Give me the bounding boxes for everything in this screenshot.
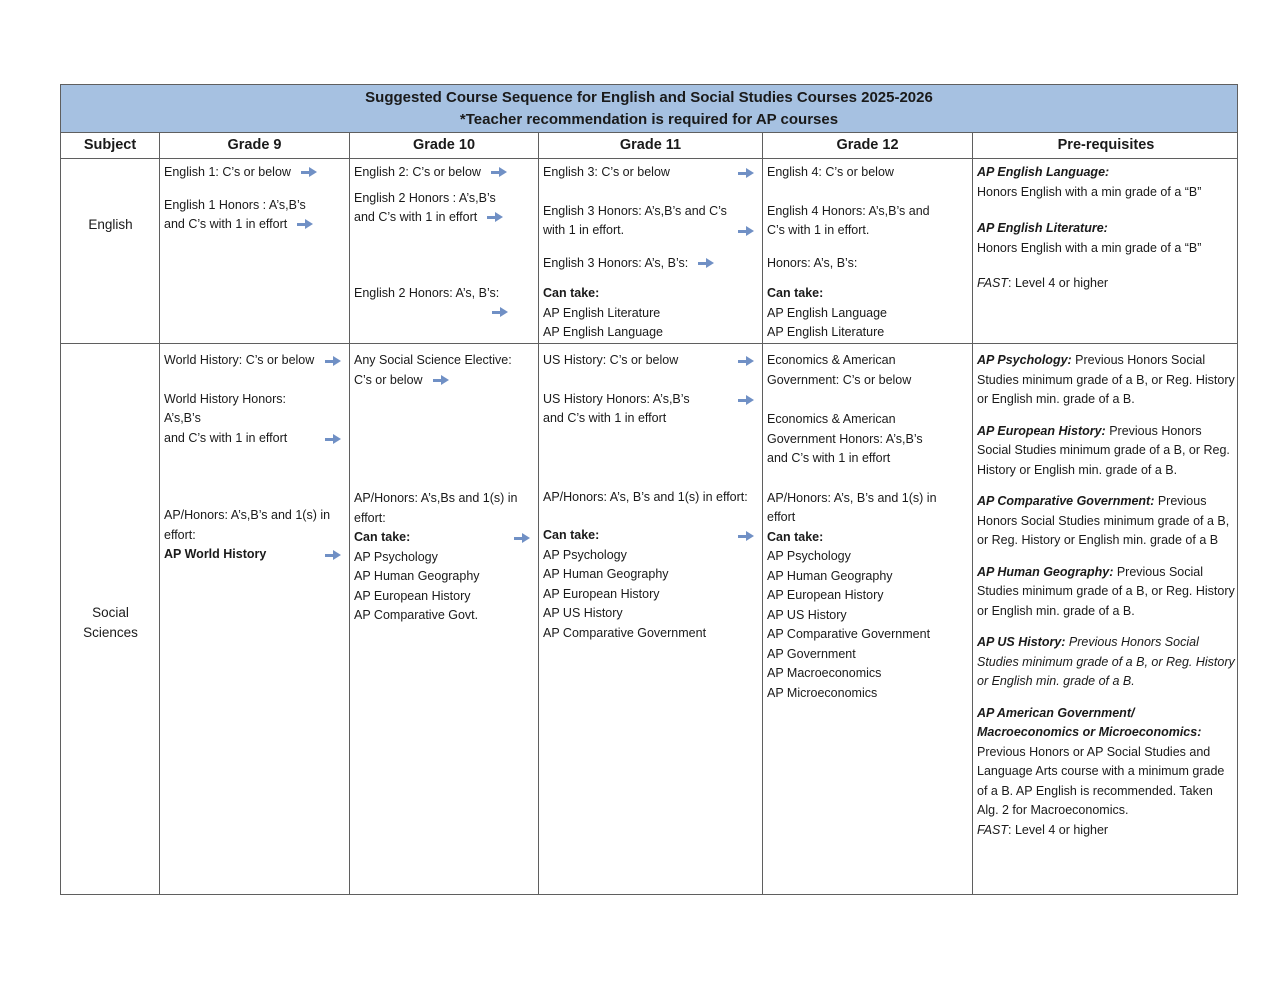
cell-english-prerequisites [972,159,1239,343]
cell-line [543,202,759,222]
cell-social-sciences-prerequisites [972,344,1239,894]
cell-line [767,645,969,665]
text-segment: Any Social Science Elective: [354,353,512,367]
header-grade-9: Grade 9 [159,133,349,158]
text-segment: AP Comparative Government: [977,494,1155,508]
text-segment: English 1 Honors : A’s,B’s [164,197,306,212]
text-segment: Previous Social Studies minimum grade of a B, or Reg. History or English min. grade of a B. [977,564,1235,618]
cell-line [767,684,969,704]
cell-line [767,284,969,304]
text-segment: English 3 Honors: A’s, B’s: [543,255,689,270]
text-segment: FAST [977,822,1009,837]
text-segment: English 2 Honors: A’s, B’s: [354,285,500,300]
flow-arrow-icon [738,395,755,406]
flow-arrow-icon [297,219,314,230]
text-segment: Can take: [767,529,824,544]
text-segment: English 4 Honors: A’s,B’s and [767,203,930,218]
text-segment: AP European History [767,588,884,602]
cell-line [354,189,535,209]
text-segment: Can take: [543,528,600,542]
cell-line [354,567,535,587]
text-segment: AP/Honors: A’s, B’s and 1(s) in [767,490,937,505]
cell-line [543,409,759,429]
text-segment: C’s with 1 in effort. [767,223,870,237]
cell-line [767,547,969,567]
cell-line [354,284,535,304]
cell-line [543,254,759,274]
text-segment: Previous Honors or AP Social Studies and Language Arts course with a minimum grade of a B. AP English is recommended. Taken Alg. 2 for Macroeconomics. [977,744,1225,817]
table-body [61,159,1237,894]
cell-line [767,221,969,241]
cell-line [354,587,535,607]
text-segment: English 3 Honors: A’s,B’s and C’s [543,203,727,218]
cell-social-sciences-grade11 [538,344,762,894]
flow-arrow-icon [433,375,450,386]
header-grade-10: Grade 10 [349,133,538,158]
cell-line [164,390,346,410]
cell-line [354,371,535,391]
text-segment: AP Comparative Government [767,627,931,641]
cell-line [354,528,535,548]
cell-social-sciences-grade9 [159,344,349,894]
cell-line [767,351,969,371]
text-segment: AP European History [354,588,471,603]
text-segment: AP Macroeconomics [767,666,882,680]
text-segment: AP English Language [543,325,664,339]
cell-line [543,390,759,410]
cell-english-grade12 [762,159,972,343]
cell-social-sciences-grade12 [762,344,972,894]
text-segment: AP European History: [977,423,1106,438]
text-segment: Previous Honors Social Studies minimum grade of a B, or Reg. History or English min. grade of a B. [977,635,1235,688]
cell-line [543,163,759,183]
text-segment: : Level 4 or higher [1008,822,1109,837]
cell-line [977,163,1236,183]
text-segment: FAST [977,276,1009,290]
cell-line [767,371,969,391]
cell-english-grade11 [538,159,762,343]
text-segment: English 2: C’s or below [354,165,481,179]
flow-arrow-icon [325,356,342,367]
text-segment: AP/Honors: A’s,B’s and 1(s) in effort: [164,508,331,542]
text-segment: AP Human Geography: [977,564,1114,579]
cell-line [164,215,346,235]
cell-line [354,489,535,528]
cell-line [977,219,1236,239]
cell-line [164,429,346,449]
flow-arrow-icon [738,356,755,367]
cell-line [977,563,1236,622]
flow-arrow-icon [487,212,504,223]
text-segment: A’s,B’s [164,411,201,425]
flow-arrow-icon [738,531,755,542]
flow-arrow-icon [514,533,531,544]
cell-english-grade9 [159,159,349,343]
cell-line [543,565,759,585]
text-segment: : Level 4 or higher [1008,276,1109,290]
header-prerequisites: Pre-requisites [972,133,1239,158]
cell-line [543,351,759,371]
text-segment: AP Human Geography [767,568,893,583]
text-segment: AP Psychology [543,547,627,562]
cell-line [354,303,535,318]
cell-line [164,351,346,371]
cell-line [164,545,346,565]
course-sequence-table [60,84,1238,895]
cell-line [543,604,759,624]
flow-arrow-icon [491,167,508,178]
text-segment: Previous Honors Social Studies minimum grade of a B, or Reg. History or English min. grade of a B [977,494,1230,547]
text-segment: with 1 in effort. [543,223,625,237]
table-banner [61,85,1237,133]
cell-line [767,202,969,222]
cell-line [977,422,1236,481]
text-segment: AP Microeconomics [767,685,878,700]
cell-line [767,449,969,469]
cell-english-grade10 [349,159,538,343]
cell-line [354,606,535,626]
text-segment: and C’s with 1 in effort [164,217,288,231]
text-segment: and C’s with 1 in effort [543,411,667,425]
text-segment: AP Human Geography [543,567,669,581]
cell-line [767,586,969,606]
cell-line [354,163,535,183]
cell-line [543,526,759,546]
text-segment: effort [767,510,796,524]
text-segment: US History: C’s or below [543,353,679,367]
header-grade-11: Grade 11 [538,133,762,158]
cell-line [977,492,1236,551]
text-segment: AP Psychology [354,549,438,564]
text-segment: Can take: [767,286,824,300]
table-row-social-sciences [61,343,1237,894]
cell-line [767,664,969,684]
cell-line [543,221,759,241]
text-segment: World History Honors: [164,391,287,406]
subject-cell-social-sciences: Social Sciences [83,604,138,640]
cell-line [543,304,759,324]
cell-line [164,409,346,429]
cell-line [977,351,1236,410]
cell-line [767,430,969,450]
cell-line [767,567,969,587]
cell-line [543,546,759,566]
cell-line [354,548,535,568]
text-segment: AP English Literature [767,325,885,339]
text-segment: AP English Literature: [977,221,1108,235]
text-segment: and C’s with 1 in effort [164,430,288,445]
text-segment: Can take: [543,286,600,300]
flow-arrow-icon [738,226,755,237]
text-segment: English 4: C’s or below [767,165,894,179]
text-segment: AP Psychology [767,549,851,563]
text-segment: and C’s with 1 in effort [767,451,891,465]
cell-line [977,633,1236,692]
text-segment: AP/Honors: A’s, B’s and 1(s) in effort: [543,489,748,504]
cell-line [543,323,759,343]
cell-line [977,183,1236,203]
flow-arrow-icon [492,307,509,318]
text-segment: AP US History [767,607,847,622]
cell-line [164,196,346,216]
text-segment: AP US History: [977,635,1066,649]
banner-subtitle: *Teacher recommendation is required for AP courses [459,111,839,128]
cell-line [164,163,346,183]
text-segment: AP Comparative Government [543,625,707,640]
flow-arrow-icon [301,167,318,178]
text-segment: World History: C’s or below [164,353,315,367]
flow-arrow-icon [325,550,342,561]
cell-line [543,585,759,605]
text-segment: Economics & American [767,412,896,426]
text-segment: AP Comparative Govt. [354,608,479,622]
text-segment: AP US History [543,606,623,620]
text-segment: AP/Honors: A’s,Bs and 1(s) in effort: [354,491,518,525]
cell-line [767,304,969,324]
text-segment: AP World History [164,547,267,561]
flow-arrow-icon [325,434,342,445]
text-segment: AP English Language: [977,165,1110,179]
cell-line [977,821,1236,841]
text-segment: Previous Honors Social Studies minimum grade of a B, or Reg. History or English min. grade of a B. [977,353,1235,406]
text-segment: Economics & American [767,353,896,367]
cell-line [543,284,759,304]
cell-line [354,351,535,371]
text-segment: English 2 Honors : A’s,B’s [354,190,496,205]
cell-line [767,163,969,183]
table-row-english [61,159,1237,343]
cell-line [767,606,969,626]
text-segment: AP English Literature [543,305,661,320]
cell-line [977,274,1236,294]
text-segment: US History Honors: A’s,B’s [543,391,690,406]
text-segment: AP Human Geography [354,569,480,583]
cell-line [767,625,969,645]
cell-line [767,489,969,509]
cell-line [164,506,346,545]
flow-arrow-icon [698,258,715,269]
cell-line [543,624,759,644]
text-segment: Can take: [354,530,411,544]
cell-line [767,254,969,274]
text-segment: English 3: C’s or below [543,165,670,179]
subject-cell-english: English [88,217,133,232]
header-subject: Subject [83,137,137,153]
text-segment: Honors English with a min grade of a “B” [977,240,1202,255]
text-segment: AP American Government/ Macroeconomics or Microeconomics: [977,705,1202,739]
header-grade-12: Grade 12 [762,133,972,158]
cell-social-sciences-grade10 [349,344,538,894]
cell-line [767,410,969,430]
cell-line [767,508,969,528]
cell-line [543,488,759,508]
banner-title: Suggested Course Sequence for English and Social Studies Courses 2025-2026 [365,89,933,106]
text-segment: AP Government [767,646,856,661]
text-segment: and C’s with 1 in effort [354,210,478,224]
text-segment: C’s or below [354,372,423,387]
cell-line [767,323,969,343]
flow-arrow-icon [738,168,755,179]
header-row [61,133,1237,159]
text-segment: Government Honors: A’s,B’s [767,431,923,446]
text-segment: AP Psychology: [977,353,1072,367]
cell-line [977,704,1236,821]
cell-line [767,528,969,548]
text-segment: Previous Honors Social Studies minimum grade of a B, or Reg. History or English min. grade of a B. [977,423,1230,477]
cell-line [977,239,1236,259]
text-segment: English 1: C’s or below [164,165,291,179]
text-segment: Government: C’s or below [767,372,912,387]
text-segment: Honors English with a min grade of a “B” [977,184,1202,199]
text-segment: AP English Language [767,305,888,320]
text-segment: AP European History [543,586,660,601]
text-segment: Honors: A’s, B’s: [767,255,858,270]
cell-line [354,208,535,228]
